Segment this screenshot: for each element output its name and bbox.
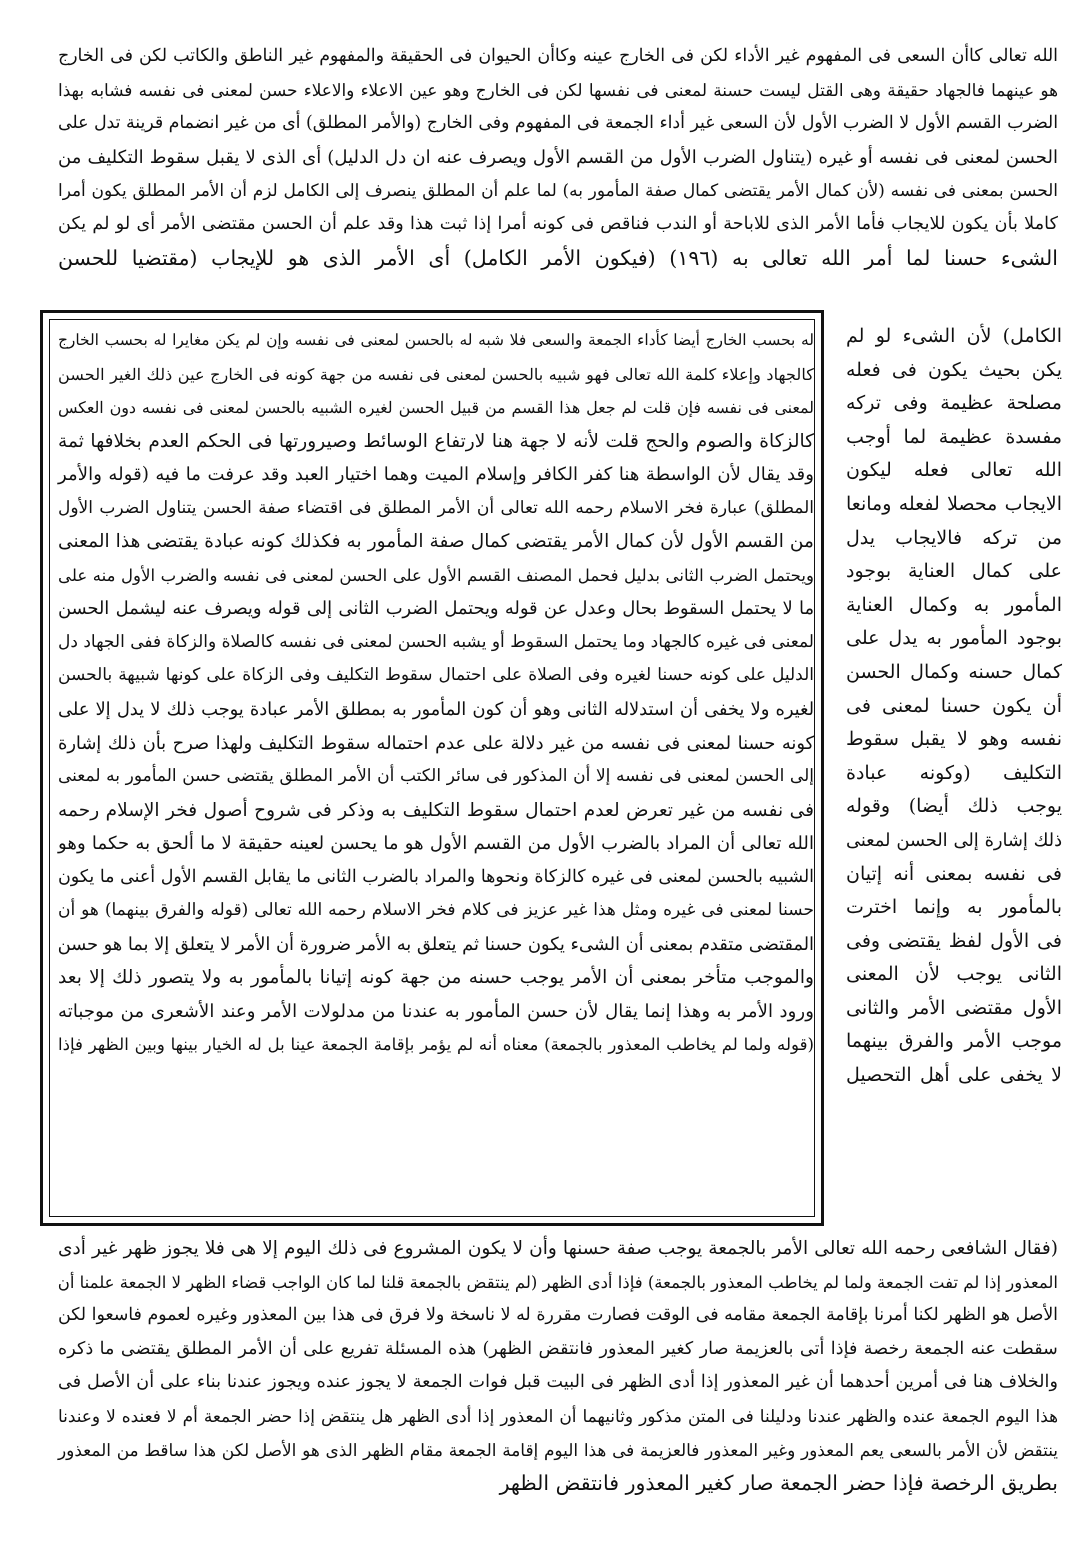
commentary-line: فى نفسه من غير تعرض لعدم احتمال سقوط التكليف به وذكر فى شروح أصول فخر الإسلام رحمه [58,799,814,821]
commentary-line: (قوله ولما لم يخاطب المعذور بالجمعة) معناه أنه لم يؤمر بإقامة الجمعة عينا بل له الخيار بينها وبين الظهر فإذا [58,1035,814,1055]
text-line: مصلحة عظيمة وفى تركه [846,392,1062,415]
text-line: على كمال العناية بوجود [846,560,1062,583]
commentary-line: حسنا لمعنى فى غيره ومثل هذا غير عزيز فى كلام فخر الاسلام رحمه الله تعالى (قوله والفرق بينهما) هو أن [58,900,814,921]
text-line: الضرب القسم الأول لا الضرب الأول لأن السعى غير أداء الجمعة فى المفهوم وفى الخارج (والأمر المطلق) أى من غير انضمام قرينة تدل على [58,113,1058,134]
text-line: الايجاب محصلا لفعله ومانعا [846,492,1062,515]
text-line: الحسن لمعنى فى نفسه أو غيره (يتناول الضرب الأول من القسم الأول ويصرف عنه ان دل الدليل) أى الذى لا يقبل سقوط التكليف من [58,146,1058,168]
text-line: أن يكون حسنا لمعنى فى [846,694,1062,717]
text-line: ينتقض لأن الأمر بالسعى يعم المعذور وغير المعذور فالعزيمة فى هذا اليوم إقامة الجمعة مقام الظهر الذى هو الأصل لكن هذا ساقط من المعذور [58,1439,1058,1460]
text-line-with-page-number: الشىء حسنا لما أمر الله تعالى به (١٩٦) (فيكون الأمر الكامل) أى الأمر الذى هو للإيجاب (مقتضيا للحسن [58,245,1058,270]
text-line: من تركه فالايجاب يدل [846,526,1062,549]
commentary-line: الشبيه بالحسن لمعنى فى غيره كالزكاة ونحوها والمراد بالضرب الثانى ما يقابل القسم الأول أعنى ما يكون [58,866,814,887]
text-line: الأصل هو الظهر لكنا أمرنا بإقامة الجمعة مقامه فى الوقت فصارت مقررة له لا ناسخة ولا فرق فى هذا بين المعذور وغيره لعموم فاسعوا لكن [58,1305,1058,1326]
main-text-side-column [846,320,1062,1093]
commentary-line: له بحسب الخارج أيضا كأداء الجمعة والسعى فلا شبه له بالحسن لمعنى فى نفسه وإن لم يكن مغايرا له بحسب الخارج [58,331,814,349]
text-line: سقطت عنه الجمعة رخصة فإذا أتى بالعزيمة صار كغير المعذور فانتقض الظهر) هذه المسئلة تفريع على أن الأمر المطلق يقتضى ما ذكره [58,1338,1058,1359]
text-line: فى نفسه بمعنى أنه إتيان [846,862,1062,885]
commentary-line: ورود الأمر به وهذا إنما يقال لأن حسن المأمور به عندنا من مدلولات الأمر وعند الأشعرى من موجباته [58,1000,814,1022]
commentary-line: كونه حسنا لمعنى فى نفسه من غير دلالة على عدم احتماله سقوط التكليف ولهذا صرح بأن ذلك إشارة [58,732,814,754]
text-line: ذلك إشارة إلى الحسن لمعنى [846,829,1062,851]
commentary-line: المقتضى متقدم بمعنى أن الشىء يكون حسنا ثم يتعلق به الأمر ضرورة أن الأمر لا يتعلق إلا بما هو حسن [57,933,814,955]
text-line: مفسدة عظيمة لما أوجب [846,425,1062,448]
text-line: (فقال الشافعى رحمه الله تعالى الأمر بالجمعة يوجب صفة حسنها وأن لا يكون المشروع فى ذلك اليوم إلا هى فلا يجوز ظهر غير أدى [58,1238,1058,1259]
commentary-line: وقد يقال لأن الواسطة هنا كفر الكافر وإسلام الميت وهما اختيار العبد وقد عرفت ما فيه (قوله والأمر [58,464,814,486]
text-line: نفسه وهو لا يقبل سقوط [846,728,1062,751]
text-line: يكن بحيث يكون فى فعله [846,358,1062,381]
text-line: الحسن بمعنى فى نفسه (لأن كمال الأمر يقتضى كمال صفة المأمور به) لما علم أن المطلق ينصرف إلى الكامل لزم أن الأمر المطلق يكون أمرا [58,180,1058,201]
commentary-line: ويحتمل الضرب الثانى بدليل فحمل المصنف القسم الأول على الحسن لمعنى فى نفسه والضرب الأول منه على [58,565,814,585]
commentary-line: إلى الحسن لمعنى فى نفسه إلا أن المذكور فى سائر الكتب أن الأمر المطلق يقتضى حسن المأمور به لمعنى [58,766,814,787]
main-text-bottom [58,1232,1058,1501]
commentary-line: الدليل على كونه حسنا لغيره وفى الصلاة على احتمال سقوط التكليف وفى الزكاة على كونها شبيهة بالحسن [58,665,814,686]
main-text-top [58,40,1058,275]
text-line: لا يخفى على أهل التحصيل [846,1064,1062,1087]
commentary-line: كالجهاد وإعلاء كلمة الله تعالى فهو شبيه بالحسن لمعنى فى نفسه من جهة كونه فى الخارج عين ذلك الغير الحسن [58,364,814,384]
text-line: الكامل) لأن الشىء لو لم [846,325,1062,347]
text-line: المعذور إذا لم تفت الجمعة ولما لم يخاطب المعذور بالجمعة) فإذا أدى الظهر (لم ينتقض بالجمعة قلنا لما كان الواجب قضاء الظهر لا الجمعة علمنا أن [57,1272,1058,1292]
text-line: بالمأمور به وإنما اخترت [846,896,1062,919]
text-line: كمال حسنه وكمال الحسن [846,660,1062,683]
text-line-last: بطريق الرخصة فإذا حضر الجمعة صار كغير المعذور فانتقض الظهر [499,1471,1058,1496]
text-line: هذا اليوم الجمعة عنده والظهر عندنا ودليلنا فى المتن مذكور وثانيهما أن المعذور إذا أدى الظهر هل ينتقض إذا حضر الجمعة أم لا فعنده لا وعندنا [58,1405,1058,1426]
text-line: والخلاف هنا فى أمرين أحدهما أن غير المعذور إذا أدى الظهر فى البيت قبل فوات الجمعة لا يجوز عنده ويجوز عندنا بناء على أن الأصل فى [58,1372,1058,1393]
text-line: هو عينهما فالجهاد حقيقة وهى القتل ليست حسنة لمعنى فى نفسها لكن فى الخارج وهو عين الاعلاء والاعلاء حسن لمعنى فى نفسه فشابه بهذا [58,79,1058,100]
text-line: الله تعالى كاأن السعى فى المفهوم غير الأداء لكن فى الخارج عينه وكاأن الحيوان فى الحقيقة والمفهوم غير الناطق والكاتب لكن فى الخارج [58,46,1058,66]
text-line: فى الأول لفظ يقتضى وفى [846,929,1062,952]
commentary-line: لمعنى فى غيره كالجهاد وما يحتمل السقوط أو يشبه الحسن لمعنى فى نفسه كالصلاة والزكاة ففى الجهاد دل [58,631,814,652]
commentary-line: ما لا يحتمل السقوط بحال وعدل عن قوله ويحتمل الضرب الثانى إلى قوله ويصرف عنه ليشمل الحسن [58,598,814,620]
text-line: المأمور به وكمال العناية [846,593,1062,616]
commentary-line: كالزكاة والصوم والحج قلت لأنه لا جهة هنا لارتفاع الوسائط وصيرورتها فى الحكم العدم بخلافها ثمة [58,430,814,452]
commentary-line: لمعنى فى نفسه فإن قلت لم جعل هذا القسم من قبيل الحسن لغيره الشبيه بالحسن لمعنى فى نفسه دون العكس [58,398,814,418]
text-line: يوجب ذلك أيضا) وقوله [846,795,1062,818]
text-line: الثانى يوجب لأن المعنى [846,963,1062,986]
commentary-line: من القسم الأول لأن كمال الأمر يقتضى كمال صفة المأمور به فكذلك كونه عبادة يقتضى هذا المعنى [58,531,814,553]
text-line: الأول مقتضى الأمر والثانى [846,996,1062,1019]
text-line: الله تعالى فعله ليكون [846,459,1062,482]
commentary-line: الله تعالى أن المراد بالضرب الأول من القسم الأول هو ما يحسن لعينه حقيقة لا ما ألحق به حكما وهو [58,833,814,855]
text-line: كاملا بأن يكون للايجاب فأما الأمر الذى للاباحة أو الندب فناقص فى كونه أمرا إذا ثبت هذا وقد علم أن الحسن مقتضى الأمر أى لو لم يكن [58,213,1058,234]
commentary-line: والموجب متأخر بمعنى أن الأمر يوجب حسنه من جهة كونه إتيانا بالمأمور به ولا يتصور ذلك إلا بعد [58,967,814,989]
text-line: موجب الأمر والفرق بينهما [846,1030,1062,1053]
text-line: بوجود المأمور به يدل على [846,627,1062,650]
text-line: التكليف (وكونه عبادة [846,761,1062,784]
commentary-line: المطلق) عبارة فخر الاسلام رحمه الله تعالى أن الأمر المطلق فى اقتضاء صفة الحسن يتناول الضرب الأول [58,497,814,518]
commentary-text [58,324,814,1062]
commentary-line: لغيره ولا يخفى أن استدلاله الثانى وهو أن كون المأمور به بمطلق الأمر عبادة يوجب ذلك لا يدل إلا على [58,699,814,721]
